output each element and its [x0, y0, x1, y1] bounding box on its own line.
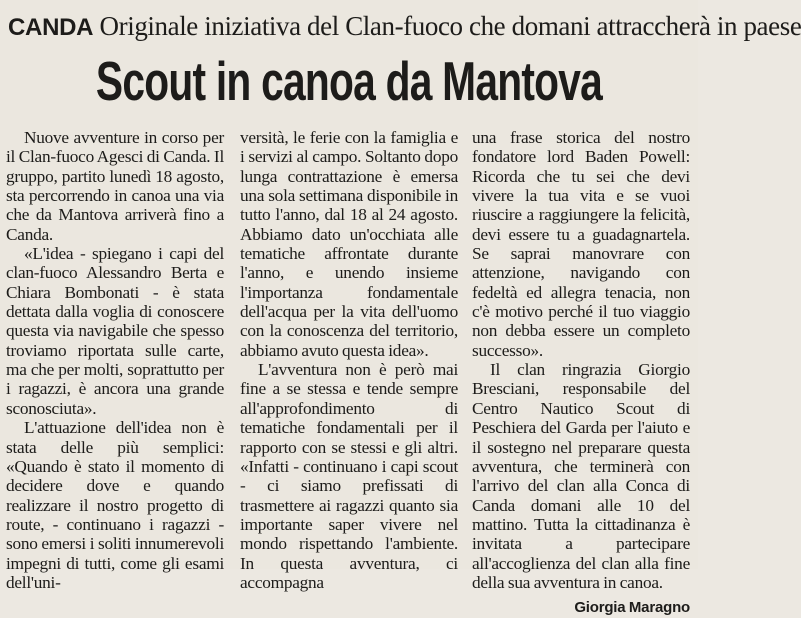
article-kicker — [8, 8, 801, 44]
article-byline: Giorgia Maragno — [574, 599, 690, 617]
article-paragraph: una frase storica del nostro fondatore lord Baden Powell: Ricorda che tu sei che devi vivere la tua vita e se vuoi riuscire a raggiungere la felicità, devi essere tu a guadagnartela. Se saprai manovrare con attenzione, navigando con fedeltà ed allegra tenacia, non c'è motivo perché il tuo viaggio non debba essere un completo successo». — [472, 128, 690, 360]
article-headline: Scout in canoa da Mantova — [95, 50, 603, 112]
kicker-text: Originale iniziativa del Clan-fuoco che domani attraccherà in paese — [99, 11, 801, 41]
article-paragraph: Il clan ringrazia Giorgio Bresciani, responsabile del Centro Nautico Scout di Peschiera del Garda per l'aiuto e il sostegno nel preparare questa avventura, che terminerà con l'arrivo del clan alla Conca di Canda domani alle 10 del mattino. Tutta la cittadinanza è invitata a partecipare all'accoglienza del clan alla fine della sua avventura in canoa. — [472, 360, 690, 592]
article-paragraph: «L'idea - spiegano i capi del clan-fuoco Alessandro Berta e Chiara Bombonati - è stata dettata dalla voglia di conoscere questa via navigabile che spesso troviamo riportata sulle carte, ma che per molti, soprattutto per i ragazzi, è ancora una grande sconosciuta». — [6, 244, 224, 418]
article-column-2 — [240, 128, 458, 592]
article-column-3 — [472, 128, 690, 617]
article-paragraph: Nuove avventure in corso per il Clan-fuoco Agesci di Canda. Il gruppo, partito lunedì 18 agosto, sta percorrendo in canoa una via che da Mantova arriverà fino a Canda. — [6, 128, 224, 244]
article-paragraph: versità, le ferie con la famiglia e i servizi al campo. Soltanto dopo lunga contrattazione è emersa una sola settimana disponibile in tutto l'anno, dal 18 al 24 agosto. Abbiamo dato un'occhiata alle tematiche affrontate durante l'anno, e unendo insieme l'importanza fondamentale dell'acqua per la vita dell'uomo con la conoscenza del territorio, abbiamo avuto questa idea». — [240, 128, 458, 360]
article-column-1 — [6, 128, 224, 592]
article-paragraph: L'avventura non è però mai fine a se stessa e tende sempre all'approfondimento di tematiche fondamentali per il rapporto con se stessi e gli altri. «Infatti - continuano i capi scout - ci siamo prefissati di trasmettere ai ragazzi quanto sia importante saper vivere nel mondo rispettando l'ambiente. In questa avventura, ci accompagna — [240, 360, 458, 592]
kicker-location-label: CANDA — [8, 14, 94, 41]
article-paragraph: L'attuazione dell'idea non è stata delle più semplici: «Quando è stato il momento di decidere dove e quando realizzare il nostro progetto di route, - continuano i ragazzi - sono emersi i soliti innumerevoli impegni di tutti, come gli esami dell'uni- — [6, 418, 224, 592]
